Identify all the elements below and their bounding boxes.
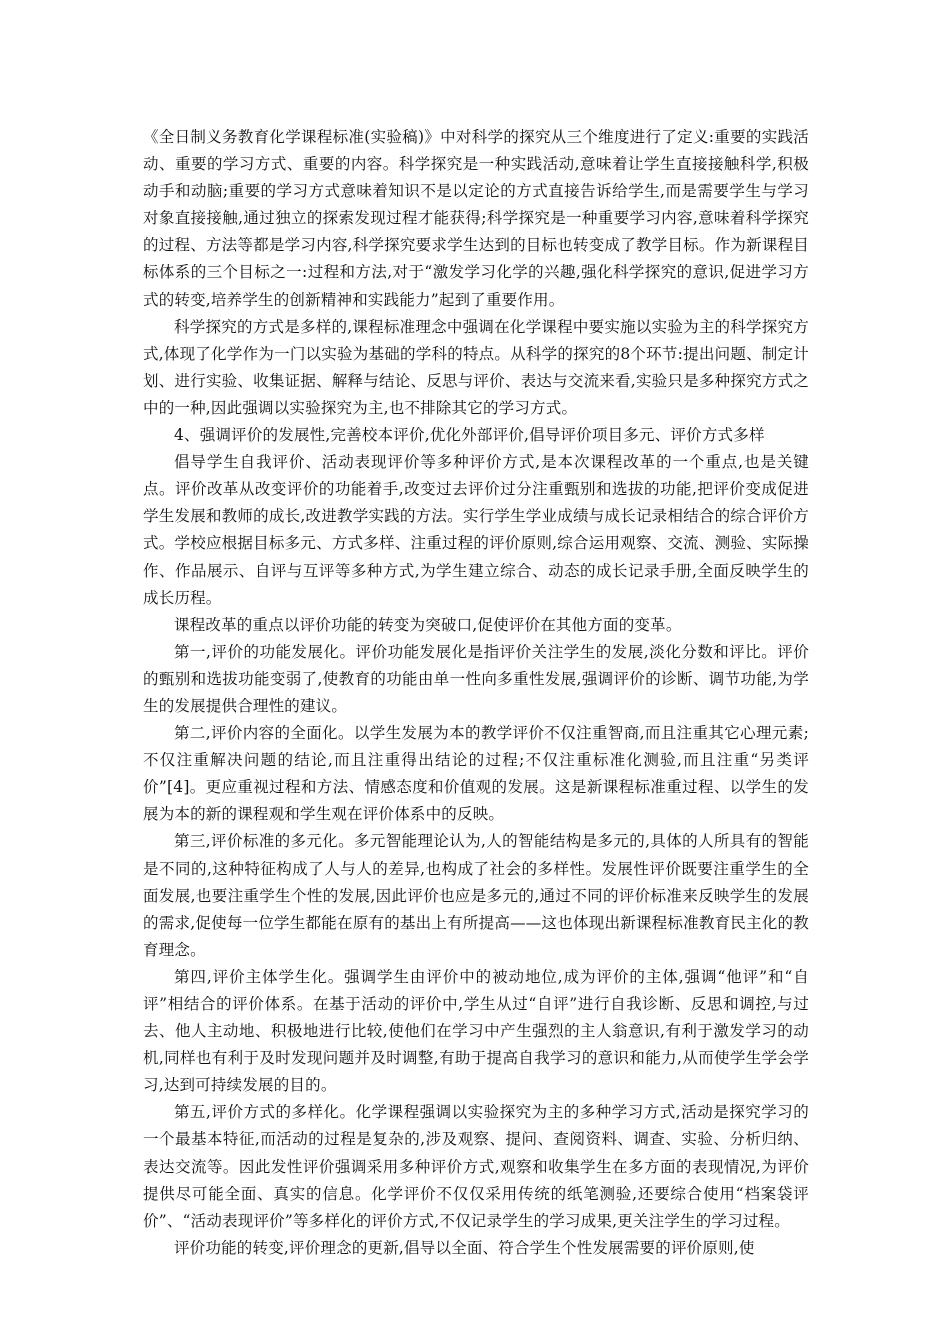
- paragraph-point-one: 第一,评价的功能发展化。评价功能发展化是指评价关注学生的发展,淡化分数和评比。评价的甄别和选拔功能变弱了,使教育的功能由单一性向多重性发展,强调评价的诊断、调节功能,为学生的发展提供合理性的建议。: [143, 642, 809, 715]
- paragraph-point-three: 第三,评价标准的多元化。多元智能理论认为,人的智能结构是多元的,具体的人所具有的智能是不同的,这种特征构成了人与人的差异,也构成了社会的多样性。发展性评价既要注重学生的全面发展,也要注重学生个性的发展,因此评价也应是多元的,通过不同的评价标准来反映学生的发展的需求,促使每一位学生都能在原有的基出上有所提高——这也体现出新课程标准教育民主化的教育理念。: [143, 832, 809, 959]
- paragraph-point-five: 第五,评价方式的多样化。化学课程强调以实验探究为主的多种学习方式,活动是探究学习的一个最基本特征,而活动的过程是复杂的,涉及观察、提问、查阅资料、调查、实验、分析归纳、表达交流等。因此发性评价强调采用多种评价方式,观察和收集学生在多方面的表现情况,为评价提供尽可能全面、真实的信息。化学评价不仅仅采用传统的纸笔测验,还要综合使用“档案袋评价”、“活动表现评价”等多样化的评价方式,不仅记录学生的学习成果,更关注学生的学习过程。: [143, 1103, 809, 1230]
- paragraph-self-evaluation: 倡导学生自我评价、活动表现评价等多种评价方式,是本次课程改革的一个重点,也是关键点。评价改革从改变评价的功能着手,改变过去评价过分注重甄别和选拔的功能,把评价变成促进学生发展和教师的成长,改进教学实践的方法。实行学生学业成绩与成长记录相结合的综合评价方式。学校应根据目标多元、方式多样、注重过程的评价原则,综合运用观察、交流、测验、实际操作、作品展示、自评与互评等多种方式,为学生建立综合、动态的成长记录手册,全面反映学生的成长历程。: [143, 453, 809, 607]
- section-heading-evaluation: 4、强调评价的发展性,完善校本评价,优化外部评价,倡导评价项目多元、评价方式多样: [174, 426, 765, 445]
- paragraph-point-four: 第四,评价主体学生化。强调学生由评价中的被动地位,成为评价的主体,强调“他评”和“自评”相结合的评价体系。在基于活动的评价中,学生从过“自评”进行自我诊断、反思和调控,与过去、他人主动地、积极地进行比较,使他们在学习中产生强烈的主人翁意识,有利于激发学习的动机,同样也有利于及时发现问题并及时调整,有助于提高自我学习的意识和能力,从而使学生学会学习,达到可持续发展的目的。: [143, 967, 809, 1095]
- paragraph-inquiry-methods: 科学探究的方式是多样的,课程标准理念中强调在化学课程中要实施以实验为主的科学探究方式,体现了化学作为一门以实验为基础的学科的特点。从科学的探究的8个环节:提出问题、制定计划、进行实验、收集证据、解释与结论、反思与评价、表达与交流来看,实验只是多种探究方式之中的一种,因此强调以实验探究为主,也不排除其它的学习方式。: [143, 317, 809, 417]
- document-body: [143, 124, 809, 1262]
- paragraph-curriculum-standard-inquiry: 《全日制义务教育化学课程标准(实验稿)》中对科学的探究从三个维度进行了定义:重要的实践活动、重要的学习方式、重要的内容。科学探究是一种实践活动,意味着让学生直接接触科学,积极动手和动脑;重要的学习方式意味着知识不是以定论的方式直接告诉给学生,而是需要学生与学习对象直接接触,通过独立的探索发现过程才能获得;科学探究是一种重要学习内容,意味着科学探究的过程、方法等都是学习内容,科学探究要求学生达到的目标也转变成了教学目标。作为新课程目标体系的三个目标之一:过程和方法,对于“激发学习化学的兴趣,强化科学探究的意识,促进学习方式的转变,培养学生的创新精神和实践能力”起到了重要作用。: [143, 128, 809, 309]
- paragraph-reform-focus: 课程改革的重点以评价功能的转变为突破口,促使评价在其他方面的变革。: [174, 615, 682, 634]
- paragraph-closing-fragment: 评价功能的转变,评价理念的更新,倡导以全面、符合学生个性发展需要的评价原则,使: [174, 1238, 755, 1257]
- paragraph-point-two: 第二,评价内容的全面化。以学生发展为本的教学评价不仅注重智商,而且注重其它心理元素;不仅注重解决问题的结论,而且注重得出结论的过程;不仅注重标准化测验,而且注重“另类评价”[4]。更应重视过程和方法、情感态度和价值观的发展。这是新课程标准重过程、以学生的发展为本的新的课程观和学生观在评价体系中的反映。: [143, 724, 809, 824]
